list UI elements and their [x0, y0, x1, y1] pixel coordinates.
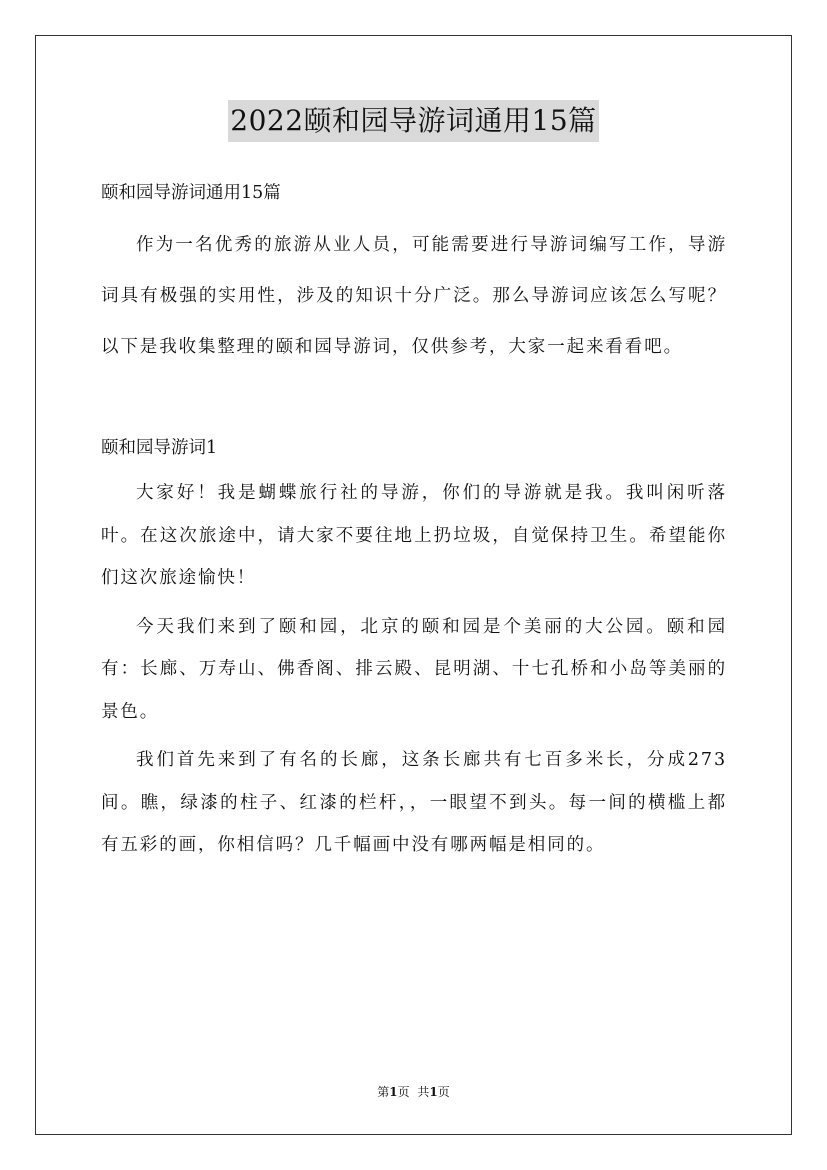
document-title: 2022颐和园导游词通用15篇 — [228, 100, 598, 142]
footer-page-number: 1 — [389, 1085, 398, 1099]
title-container — [0, 100, 827, 142]
body-paragraph-2: 今天我们来到了颐和园，北京的颐和园是个美丽的大公园。颐和园有：长廊、万寿山、佛香阁、排云殿、昆明湖、十七孔桥和小岛等美丽的景色。 — [101, 616, 727, 722]
body-paragraph-3: 我们首先来到了有名的长廊，这条长廊共有七百多米长，分成273间。瞧，绿漆的柱子、红漆的栏杆，，一眼望不到头。每一间的横槛上都有五彩的画，你相信吗？几千幅画中没有哪两幅是相同的。 — [101, 750, 727, 855]
page-footer — [0, 1084, 827, 1100]
body-paragraph-1: 大家好！我是蝴蝶旅行社的导游，你们的导游就是我。我叫闲听落叶。在这次旅途中，请大家不要往地上扔垃圾，自觉保持卫生。希望能你们这次旅途愉快！ — [101, 483, 727, 588]
footer-page-suffix: 页 — [397, 1085, 410, 1099]
section-heading: 颐和园导游词1 — [101, 438, 218, 458]
spacer — [101, 373, 727, 415]
footer-total-pages: 1 — [429, 1085, 438, 1099]
footer-prefix: 第 — [377, 1085, 390, 1099]
footer-total-suffix: 页 — [437, 1085, 450, 1099]
footer-total-prefix: 共 — [417, 1085, 430, 1099]
document-body — [101, 172, 727, 867]
intro-paragraph: 作为一名优秀的旅游从业人员，可能需要进行导游词编写工作，导游词具有极强的实用性，涉及的知识十分广泛。那么导游词应该怎么写呢？以下是我收集整理的颐和园导游词，仅供参考，大家一起来看看吧。 — [101, 235, 727, 357]
document-subtitle: 颐和园导游词通用15篇 — [101, 183, 281, 203]
